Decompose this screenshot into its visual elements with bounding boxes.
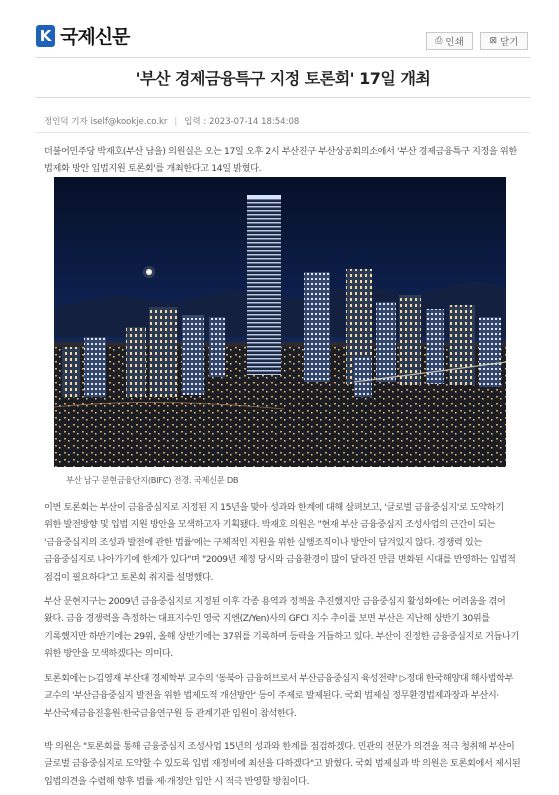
close-button-label: 닫기 bbox=[500, 37, 519, 48]
meta-divider bbox=[36, 132, 530, 133]
article-paragraph: 토론회에는 ▷김영재 부산대 경제학부 교수의 '동북아 금융허브로서 부산금융중심지 육성전략' ▷정대 한국해양대 해사법학부 교수의 '부산금융중심지 발전을 위한 법제도적 개선방안' 등이 주제로 발제된다. 국회 법제실 정무환경법제과장과 부산시·부산국제금융진흥원·한국금융연구원 등 관계기관 임원이 참석한다. bbox=[44, 673, 514, 719]
published-date: 입력 : 2023-07-14 18:54:08 bbox=[184, 117, 300, 127]
print-button[interactable] bbox=[426, 32, 473, 50]
article-paragraph: 박 의원은 "토론회를 통해 금융중심지 조성사업 15년의 성과와 한계를 점검하겠다. 민관의 전문가 의견을 적극 청취해 부산이 글로벌 금융중심지로 도약할 수 있도록 입법 재정비에 최선을 다하겠다"고 밝혔다. 국회 법제실과 박 의원은 토론회에서 제시된 입법의견을 수렴해 향후 법률 제·개정안 입안 시 적극 반영할 방침이다. bbox=[44, 741, 521, 787]
meta-separator: | bbox=[174, 117, 178, 127]
article-meta bbox=[44, 115, 299, 127]
article-paragraph: 더불어민주당 박재호(부산 남을) 의원실은 오는 17일 오후 2시 부산진구 부산상공회의소에서 '부산 경제금융특구 지정을 위한 법제화 방안 입법지원 토론회'를 개최한다고 14일 밝혔다. bbox=[44, 146, 517, 175]
article-paragraph: 이번 토론회는 부산이 금융중심지로 지정된 지 15년을 맞아 성과와 한계에 대해 살펴보고, '글로벌 금융중심지'로 도약하기 위한 발전방향 및 입법 지원 방안을 모색하고자 기획됐다. 박재호 의원은 "현재 부산 금융중심지 조성사업의 근간이 되는 '금융중심지의 조성과 발전에 관한 법률'에는 구체적인 지원을 위한 실행조직이나 방안이 담겨있지 않다. 경쟁력 있는 금융중심지로 나아가기에 한계가 있다"며 "2009년 제정 당시와 금융환경이 많이 달라진 만큼 변화된 시대를 반영하는 입법적 점검이 필요하다"고 토론회 취지를 설명했다. bbox=[44, 502, 516, 583]
title-top-divider bbox=[36, 57, 530, 58]
close-button[interactable] bbox=[480, 32, 528, 50]
printer-icon: ⎙ bbox=[435, 36, 443, 46]
title-bottom-divider bbox=[36, 97, 530, 98]
article-photo bbox=[54, 177, 506, 467]
article-paragraph: 부산 문현지구는 2009년 금융중심지로 지정된 이후 각종 용역과 정책을 추진했지만 금융중심지 활성화에는 어려움을 겪어 왔다. 금융 경쟁력을 측정하는 대표지수인 영국 지엔(Z/Yen)사의 GFCI 지수 추이를 보면 부산은 지난해 상반기 30위를 기록했지만 하반기에는 29위, 올해 상반기에는 37위를 기록하며 등락을 거듭하고 있다. 부산이 진정한 금융중심지로 거듭나기 위한 방안을 모색하겠다는 의미다. bbox=[44, 596, 519, 660]
close-icon: ⊠ bbox=[489, 36, 498, 46]
print-button-label: 인쇄 bbox=[445, 37, 464, 48]
site-logo[interactable] bbox=[36, 22, 129, 49]
logo-letter: K bbox=[39, 26, 52, 45]
logo-mark-icon bbox=[36, 25, 55, 47]
logo-text: 국제신문 bbox=[60, 26, 130, 48]
site-header bbox=[0, 0, 559, 58]
byline: 정인덕 기자 iself@kookje.co.kr bbox=[44, 117, 168, 127]
photo-caption: 부산 남구 문현금융단지(BIFC) 전경. 국제신문 DB bbox=[66, 475, 239, 485]
article-title: '부산 경제금융특구 지정 토론회' 17일 개최 bbox=[135, 69, 431, 88]
